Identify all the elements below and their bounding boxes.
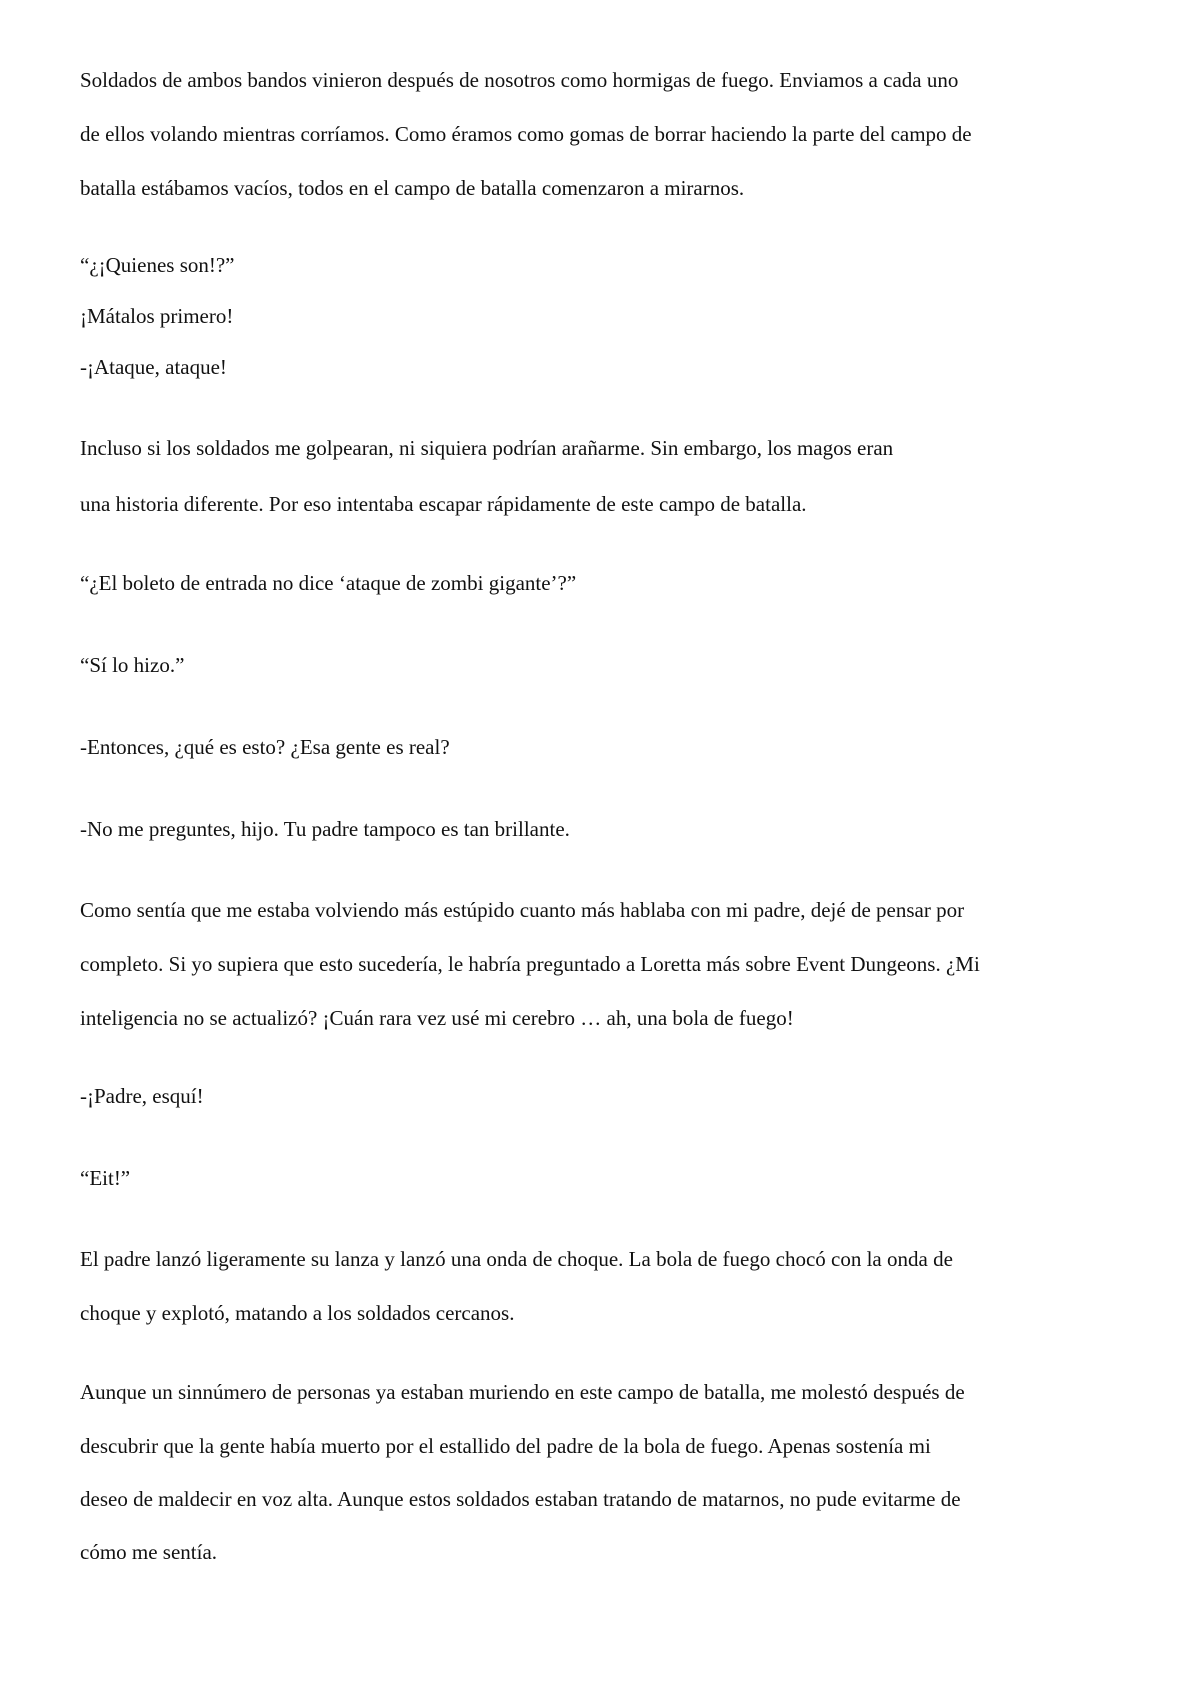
text-line: -¡Ataque, ataque!	[80, 355, 227, 379]
text-line: Soldados de ambos bandos vinieron después de nosotros como hormigas de fuego. Enviamos a cada uno	[80, 68, 959, 92]
text-line: de ellos volando mientras corríamos. Como éramos como gomas de borrar haciendo la parte del campo de	[80, 122, 972, 146]
text-line: Incluso si los soldados me golpearan, ni siquiera podrían arañarme. Sin embargo, los magos eran	[80, 436, 894, 460]
text-line: batalla estábamos vacíos, todos en el campo de batalla comenzaron a mirarnos.	[80, 176, 745, 200]
text-line: “¿¡Quienes son!?”	[80, 253, 235, 277]
text-line: “Eit!”	[80, 1166, 131, 1190]
text-line: deseo de maldecir en voz alta. Aunque estos soldados estaban tratando de matarnos, no pude evitarme de	[80, 1487, 961, 1511]
text-line: una historia diferente. Por eso intentaba escapar rápidamente de este campo de batalla.	[80, 492, 807, 516]
text-line: -Entonces, ¿qué es esto? ¿Esa gente es real?	[80, 735, 450, 759]
text-line: -No me preguntes, hijo. Tu padre tampoco es tan brillante.	[80, 817, 570, 841]
text-line: Aunque un sinnúmero de personas ya estaban muriendo en este campo de batalla, me molestó después de	[80, 1380, 965, 1404]
text-line: “¿El boleto de entrada no dice ‘ataque de zombi gigante’?”	[80, 571, 577, 595]
text-line: choque y explotó, matando a los soldados cercanos.	[80, 1301, 515, 1325]
text-line: ¡Mátalos primero!	[80, 304, 234, 328]
text-line: descubrir que la gente había muerto por el estallido del padre de la bola de fuego. Apenas sostenía mi	[80, 1434, 931, 1458]
text-line: “Sí lo hizo.”	[80, 653, 185, 677]
text-line: inteligencia no se actualizó? ¡Cuán rara vez usé mi cerebro … ah, una bola de fuego!	[80, 1006, 794, 1030]
text-line: -¡Padre, esquí!	[80, 1084, 204, 1108]
text-line: El padre lanzó ligeramente su lanza y lanzó una onda de choque. La bola de fuego chocó con la onda de	[80, 1247, 953, 1271]
text-line: completo. Si yo supiera que esto sucedería, le habría preguntado a Loretta más sobre Event Dungeons. ¿Mi	[80, 952, 980, 976]
text-line: Como sentía que me estaba volviendo más estúpido cuanto más hablaba con mi padre, dejé de pensar por	[80, 898, 965, 922]
text-line: cómo me sentía.	[80, 1540, 218, 1564]
